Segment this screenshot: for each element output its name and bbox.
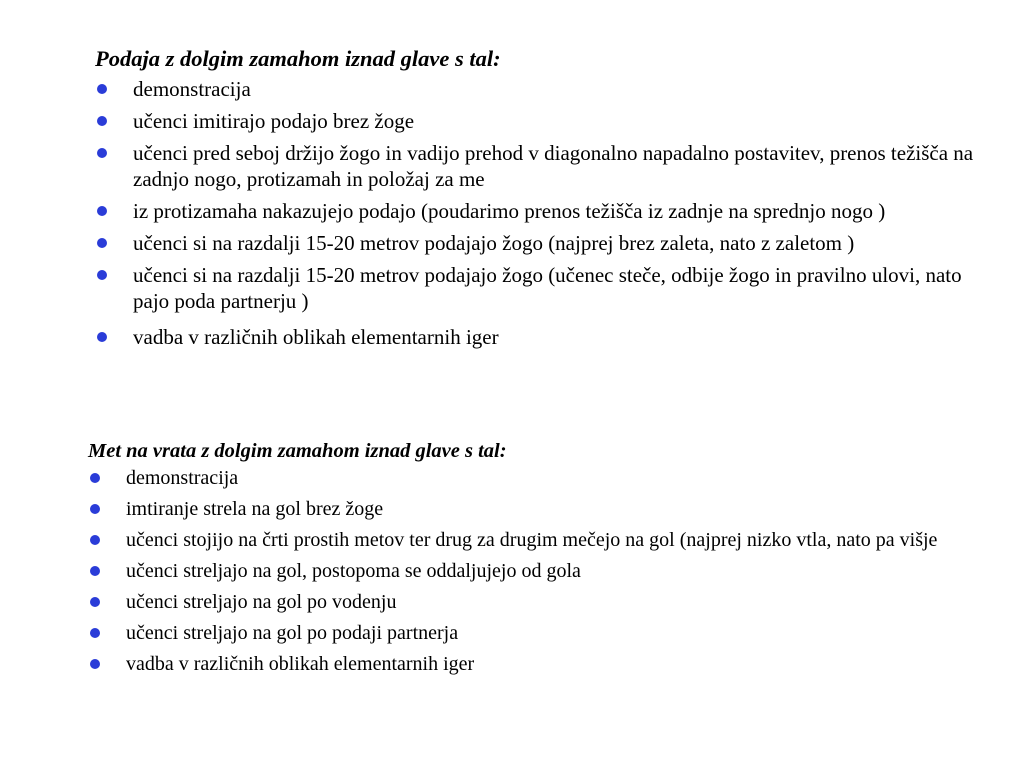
list-item-text: vadba v različnih oblikah elementarnih iger xyxy=(126,653,475,675)
bullet-list xyxy=(95,76,975,350)
list-item xyxy=(95,230,975,256)
list-item xyxy=(95,76,975,102)
list-item-text: učenci streljajo na gol, postopoma se oddaljujejo od gola xyxy=(126,560,581,582)
bullet-icon xyxy=(97,84,107,94)
list-item-text: iz protizamaha nakazujejo podajo (poudarimo prenos težišča iz zadnje na sprednjo nogo ) xyxy=(133,199,886,223)
list-item xyxy=(88,559,968,583)
list-item xyxy=(95,140,975,192)
list-item-text: učenci pred seboj držijo žogo in vadijo prehod v diagonalno napadalno postavitev, prenos težišča na zadnjo nogo, protizamah in položaj za me xyxy=(133,141,974,191)
bullet-icon xyxy=(90,535,100,545)
bullet-icon xyxy=(97,270,107,280)
section-passing xyxy=(95,42,975,350)
list-item-text: učenci streljajo na gol po vodenju xyxy=(126,591,397,613)
list-item xyxy=(88,621,968,645)
bullet-icon xyxy=(97,206,107,216)
section-heading: Met na vrata z dolgim zamahom iznad glave s tal: xyxy=(88,440,507,462)
bullet-icon xyxy=(97,116,107,126)
list-item xyxy=(88,497,968,521)
list-item xyxy=(95,108,975,134)
bullet-icon xyxy=(90,473,100,483)
list-item-text: učenci imitirajo podajo brez žoge xyxy=(133,109,415,133)
list-item-text: učenci si na razdalji 15-20 metrov podajajo žogo (najprej brez zaleta, nato z zaletom ) xyxy=(133,231,855,255)
bullet-icon xyxy=(90,628,100,638)
bullet-icon xyxy=(97,238,107,248)
list-item-text: učenci si na razdalji 15-20 metrov podajajo žogo (učenec steče, odbije žogo in pravilno ulovi, nato pajo poda partnerju ) xyxy=(133,263,962,313)
list-item xyxy=(95,324,975,350)
bullet-list xyxy=(88,466,968,676)
list-item xyxy=(95,262,975,314)
list-item-text: vadba v različnih oblikah elementarnih iger xyxy=(133,325,499,349)
list-item xyxy=(88,652,968,676)
bullet-icon xyxy=(97,148,107,158)
list-item xyxy=(95,198,975,224)
list-item xyxy=(88,528,968,552)
list-item-text: demonstracija xyxy=(126,467,239,489)
bullet-icon xyxy=(90,659,100,669)
bullet-icon xyxy=(90,566,100,576)
list-item xyxy=(88,590,968,614)
list-item-text: demonstracija xyxy=(133,77,251,101)
list-item-text: učenci stojijo na črti prostih metov ter drug za drugim mečejo na gol (najprej nizko vtla, nato pa višje xyxy=(126,529,938,551)
bullet-icon xyxy=(90,597,100,607)
list-item xyxy=(88,466,968,490)
section-shooting xyxy=(88,436,968,676)
list-item-text: učenci streljajo na gol po podaji partnerja xyxy=(126,622,459,644)
bullet-icon xyxy=(90,504,100,514)
section-heading: Podaja z dolgim zamahom iznad glave s tal: xyxy=(95,46,501,71)
list-item-text: imtiranje strela na gol brez žoge xyxy=(126,498,384,520)
bullet-icon xyxy=(97,332,107,342)
